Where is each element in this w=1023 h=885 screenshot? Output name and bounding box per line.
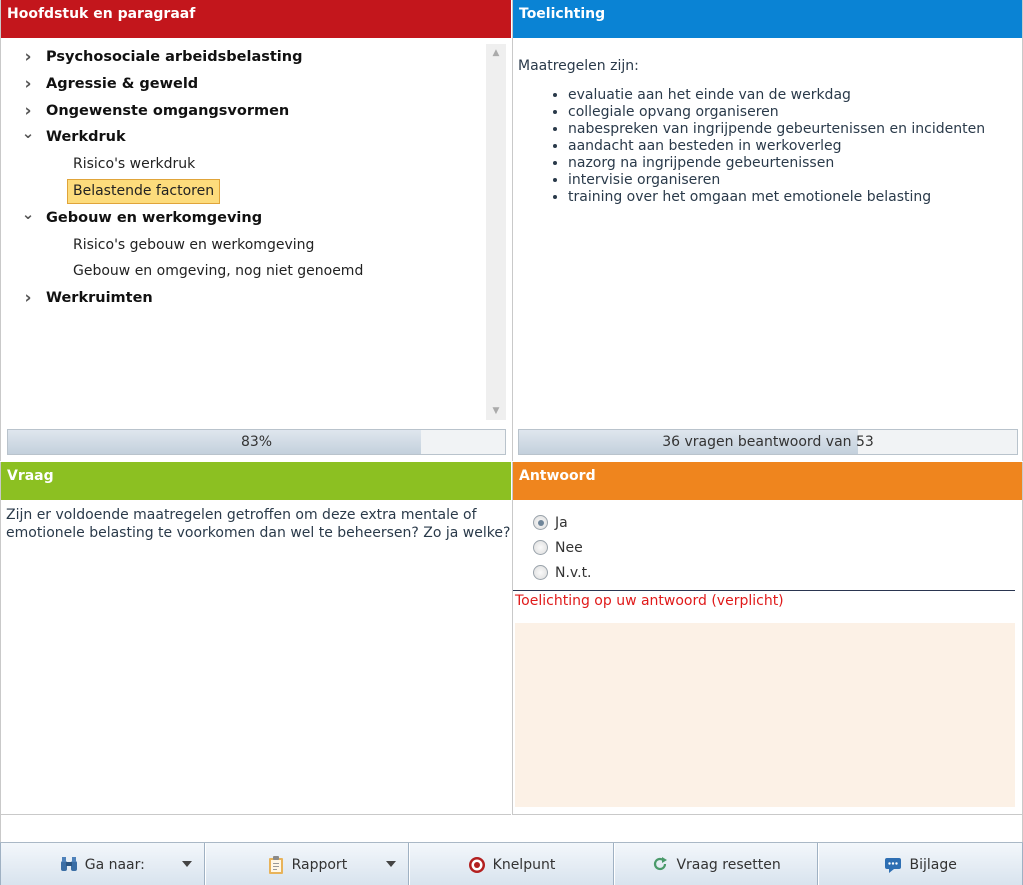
- reset-question-button[interactable]: [614, 843, 819, 885]
- radio-nee[interactable]: [533, 540, 548, 555]
- option-nee[interactable]: [533, 535, 592, 560]
- issue-button[interactable]: [409, 843, 614, 885]
- progress-percentage-bar: [7, 429, 506, 455]
- chevron-down-icon[interactable]: [182, 861, 192, 867]
- question-panel: [0, 462, 511, 815]
- measure-item: • nabespreken van ingrijpende gebeurtenissen en incidenten: [568, 121, 1018, 138]
- question-text: Zijn er voldoende maatregelen getroffen om deze extra mentale of emotionele belasting te voorkomen dan wel te beheersen? Zo ja welke?: [6, 507, 511, 541]
- tree-chapter[interactable]: [9, 98, 487, 125]
- explanation-panel-title: Toelichting: [513, 0, 1022, 38]
- tree-item-label: Werkruimten: [46, 290, 153, 307]
- chevron-right-icon[interactable]: ›: [24, 100, 32, 121]
- radio-nvt[interactable]: [533, 565, 548, 580]
- tree-item-label: Agressie & geweld: [46, 75, 199, 92]
- tree-chapter[interactable]: [9, 285, 487, 312]
- target-icon: [468, 856, 486, 874]
- goto-label: Ga naar:: [84, 856, 145, 873]
- binoculars-icon: [60, 856, 78, 874]
- measures-list: [518, 87, 1018, 206]
- measure-item: • intervisie organiseren: [568, 172, 1018, 189]
- chevron-down-icon[interactable]: [386, 861, 396, 867]
- explanation-intro: Maatregelen zijn:: [518, 58, 639, 74]
- report-button[interactable]: [205, 843, 410, 885]
- option-ja[interactable]: [533, 510, 592, 535]
- measure-item: • training over het omgaan met emotionele belasting: [568, 189, 1018, 206]
- answer-divider: [513, 590, 1015, 591]
- measure-item: • evaluatie aan het einde van de werkdag: [568, 87, 1018, 104]
- refresh-icon: [651, 856, 669, 874]
- question-panel-title: Vraag: [1, 462, 511, 500]
- chevron-right-icon[interactable]: ›: [24, 288, 32, 309]
- comment-icon: [884, 856, 902, 874]
- chevron-down-icon[interactable]: ⌄: [21, 124, 35, 143]
- tree-scrollbar[interactable]: [486, 44, 506, 420]
- tree-item-label: Werkdruk: [46, 129, 126, 146]
- tree-chapter[interactable]: [9, 124, 487, 151]
- questions-answered-label: 36 vragen beantwoord van 53: [662, 434, 874, 450]
- tree-paragraph[interactable]: [9, 178, 487, 205]
- tree-chapter[interactable]: [9, 71, 487, 98]
- measure-item: • collegiale opvang organiseren: [568, 104, 1018, 121]
- tree-paragraph[interactable]: [9, 151, 487, 178]
- questions-answered-bar: [518, 429, 1018, 455]
- chapter-tree: [9, 44, 487, 420]
- report-label: Rapport: [291, 856, 348, 873]
- tree-item-label: Risico's gebouw en werkomgeving: [73, 236, 315, 253]
- explanation-content: [518, 58, 1018, 206]
- reset-question-label: Vraag resetten: [676, 856, 781, 873]
- scroll-down-icon[interactable]: ▼: [492, 406, 500, 416]
- tree-item-label: Ongewenste omgangsvormen: [46, 102, 290, 119]
- tree-item-label: Gebouw en werkomgeving: [46, 209, 263, 226]
- answer-panel: [512, 462, 1023, 815]
- goto-button[interactable]: [0, 843, 205, 885]
- scroll-up-icon[interactable]: ▲: [492, 48, 500, 58]
- radio-ja[interactable]: [533, 515, 548, 530]
- attachment-button[interactable]: [818, 843, 1023, 885]
- tree-item-label: Psychosociale arbeidsbelasting: [46, 49, 303, 65]
- answer-options: [533, 510, 592, 585]
- explanation-panel: [512, 0, 1023, 461]
- comment-textarea[interactable]: [515, 623, 1015, 807]
- issue-label: Knelpunt: [492, 856, 556, 873]
- measure-item: • aandacht aan besteden in werkoverleg: [568, 138, 1018, 155]
- tree-selected-label: Belastende factoren: [67, 179, 220, 204]
- tree-item-label: Risico's werkdruk: [73, 156, 196, 173]
- tree-chapter[interactable]: [9, 44, 487, 71]
- tree-item-label: Gebouw en omgeving, nog niet genoemd: [73, 263, 364, 280]
- chevron-right-icon[interactable]: ›: [24, 73, 32, 94]
- chevron-right-icon[interactable]: ›: [24, 47, 32, 67]
- chevron-down-icon[interactable]: ⌄: [21, 204, 35, 223]
- footer-spacer: [0, 815, 1023, 842]
- attachment-label: Bijlage: [909, 856, 957, 873]
- answer-panel-title: Antwoord: [513, 462, 1022, 500]
- measure-item: • nazorg na ingrijpende gebeurtenissen: [568, 155, 1018, 172]
- clipboard-icon: [267, 856, 285, 874]
- option-nvt[interactable]: [533, 560, 592, 585]
- tree-paragraph[interactable]: [9, 258, 487, 285]
- option-nvt-label: N.v.t.: [555, 564, 592, 581]
- progress-percentage-label: 83%: [240, 434, 273, 450]
- tree-chapter[interactable]: [9, 205, 487, 232]
- progress-fill: [8, 430, 421, 454]
- tree-paragraph[interactable]: [9, 232, 487, 259]
- option-ja-label: Ja: [555, 514, 568, 531]
- bottom-toolbar: [0, 842, 1023, 885]
- comment-label: Toelichting op uw antwoord (verplicht): [515, 593, 784, 609]
- tree-panel: [0, 0, 511, 461]
- tree-panel-title: Hoofdstuk en paragraaf: [1, 0, 511, 38]
- option-nee-label: Nee: [555, 539, 583, 556]
